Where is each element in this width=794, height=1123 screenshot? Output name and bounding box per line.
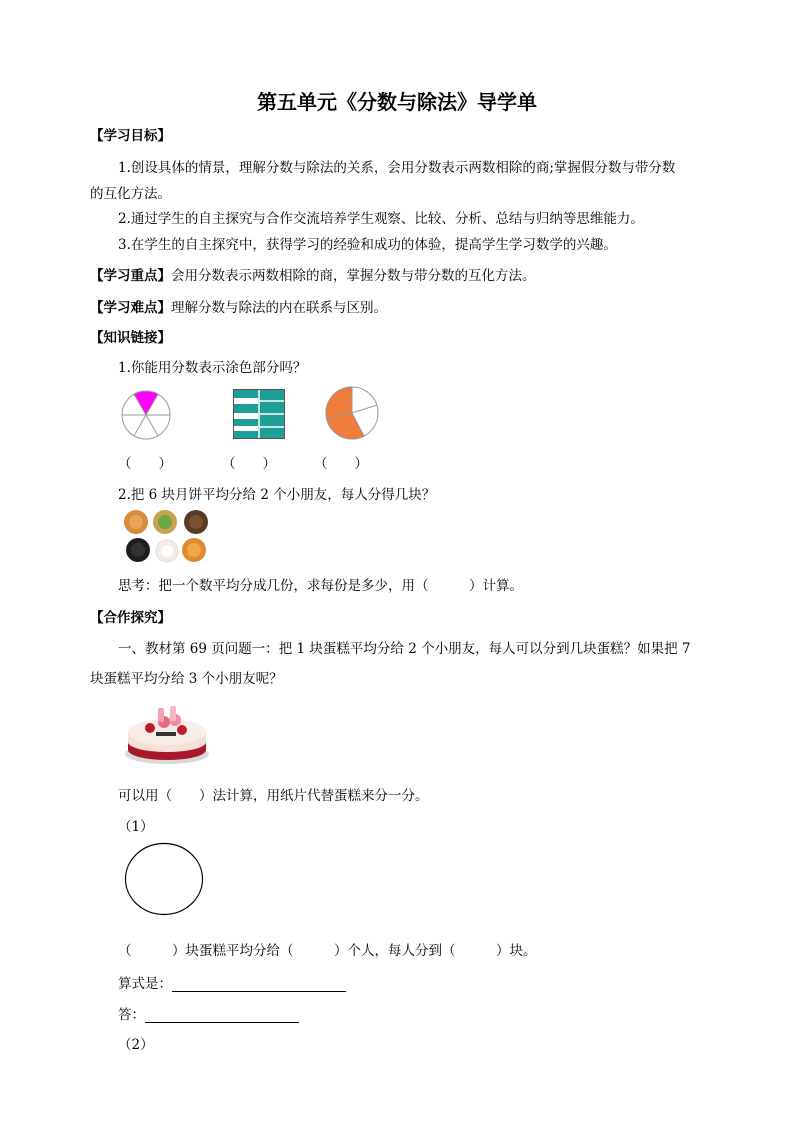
answer-label: 答： [118, 1007, 145, 1023]
explore-problem-line-1: 一、教材第 69 页问题一：把 1 块蛋糕平均分给 2 个小朋友，每人可以分到几块蛋糕？如果把 7 [118, 641, 691, 657]
explore-part-1: （1） [118, 819, 154, 835]
explore-part-2: （2） [118, 1037, 154, 1053]
explore-problem-line-2: 块蛋糕平均分给 3 个小朋友呢？ [90, 671, 283, 687]
link-question-2: 2.把 6 块月饼平均分给 2 个小朋友，每人分得几块？ [118, 487, 436, 503]
mooncake-illustration [120, 508, 212, 564]
explore-method: 可以用（ ）法计算，用纸片代替蛋糕来分一分。 [118, 788, 429, 804]
goal-1-line-1: 1.创设具体的情景，理解分数与除法的关系，会用分数表示两数相除的商;掌握假分数与带分数 [118, 160, 676, 176]
link-question-1: 1.你能用分数表示涂色部分吗？ [118, 360, 307, 376]
cake-illustration [120, 702, 214, 768]
answer-blank-1[interactable]: （ ） [118, 456, 172, 472]
answer-blank-3[interactable]: （ ） [314, 456, 368, 472]
keypoint-row [90, 264, 536, 284]
rectangle-bars-figure [233, 389, 285, 439]
difficulty-row [90, 296, 387, 316]
goal-3: 3.在学生的自主探究中，获得学习的经验和成功的体验，提高学生学习数学的兴趣。 [118, 237, 617, 253]
link-think: 思考：把一个数平均分成几份，求每份是多少，用（ ）计算。 [118, 578, 523, 594]
answer-line[interactable] [145, 1008, 299, 1023]
goal-2: 2.通过学生的自主探究与合作交流培养学生观察、比较、分析、总结与归纳等思维能力。 [118, 211, 644, 227]
answer-row [118, 1003, 299, 1023]
goals-heading: 【学习目标】 [90, 128, 171, 144]
explore-heading: 【合作探究】 [90, 610, 171, 626]
circle-sixths-figure [120, 389, 172, 441]
paper-circle[interactable] [124, 842, 204, 916]
link-heading: 【知识链接】 [90, 330, 171, 346]
goal-1-line-2: 的互化方法。 [90, 186, 171, 202]
difficulty-text: 理解分数与除法的内在联系与区别。 [171, 300, 387, 316]
formula-line[interactable] [172, 977, 346, 992]
circle-fifths-figure [324, 385, 380, 441]
explore-fill[interactable]: （ ）块蛋糕平均分给（ ）个人，每人分到（ ）块。 [118, 943, 537, 959]
formula-label: 算式是： [118, 976, 172, 992]
keypoint-text: 会用分数表示两数相除的商，掌握分数与带分数的互化方法。 [171, 268, 536, 284]
keypoint-label: 【学习重点】 [90, 268, 171, 284]
page-title: 第五单元《分数与除法》导学单 [257, 90, 537, 114]
difficulty-label: 【学习难点】 [90, 300, 171, 316]
answer-blank-2[interactable]: （ ） [222, 456, 276, 472]
formula-row [118, 972, 346, 992]
